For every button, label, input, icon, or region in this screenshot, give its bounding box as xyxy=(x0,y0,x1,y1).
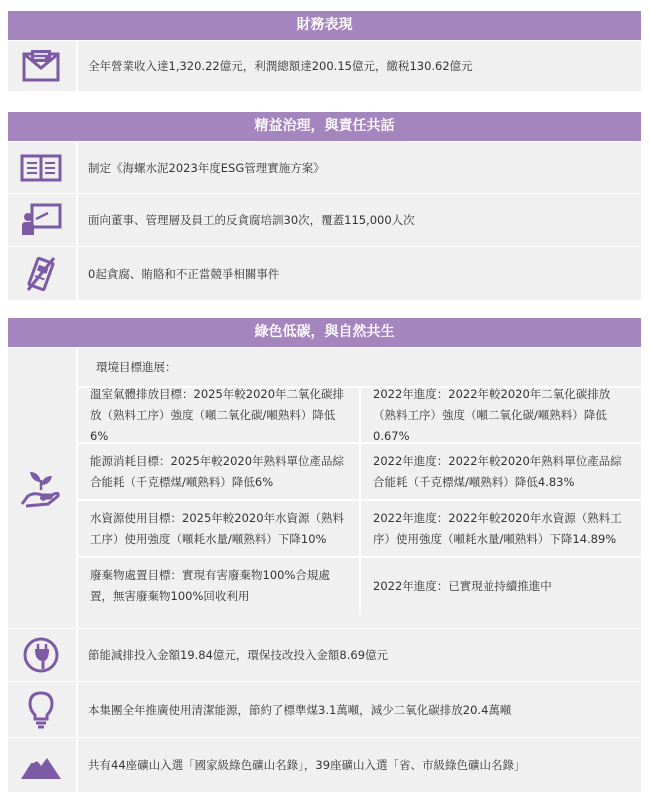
no-bribery-icon xyxy=(8,247,74,300)
governance-text-2: 面向董事、管理層及員工的反貪腐培訓30次，覆蓋115,000人次 xyxy=(76,194,641,246)
table-row xyxy=(78,499,641,556)
green-text-3: 共有44座礦山入選「國家級綠色礦山名錄」，39座礦山入選「省、市級綠色礦山名錄」 xyxy=(76,738,641,792)
progress-cell: 2022年進度：2022年較2020年熟料單位產品綜合能耗（千克標煤/噸熟料）降低4.83% xyxy=(359,444,641,499)
open-book-icon xyxy=(8,142,74,193)
environment-goals-block xyxy=(8,348,641,628)
table-row xyxy=(78,442,641,499)
green-text-2: 本集團全年推廣使用清潔能源，節約了標準煤3.1萬噸，減少二氧化碳排放20.4萬噸 xyxy=(76,682,641,737)
energy-plug-icon xyxy=(8,629,74,681)
green-text-1: 節能減排投入金額19.84億元，環保技改投入金額8.69億元 xyxy=(76,629,641,681)
list-item xyxy=(8,682,641,737)
goal-cell: 水資源使用目標：2025年較2020年水資源（熟料工序）使用強度（噸耗水量/噸熟料）下降10% xyxy=(90,510,345,546)
list-item xyxy=(8,194,641,246)
goal-cell: 廢棄物處置目標：實現有害廢棄物100%合規處置，無害廢棄物100%回收利用 xyxy=(90,568,330,603)
progress-cell: 2022年進度：已實現並持續推進中 xyxy=(359,558,641,614)
green-header: 綠色低碳，與自然共生 xyxy=(8,318,641,347)
governance-text-3: 0起貪腐、賄賂和不正當競爭相關事件 xyxy=(76,247,641,300)
list-item xyxy=(8,738,641,792)
finance-header: 財務表現 xyxy=(8,11,641,40)
goal-cell: 能源消耗目標：2025年較2020年熟料單位產品綜合能耗（千克標煤/噸熟料）降低6% xyxy=(90,453,345,489)
table-row xyxy=(78,556,641,614)
envelope-icon xyxy=(8,41,74,91)
list-item xyxy=(8,41,641,91)
green-section xyxy=(8,318,641,792)
list-item xyxy=(8,142,641,193)
presentation-icon xyxy=(8,194,74,246)
progress-cell: 2022年進度：2022年較2020年二氧化碳排放（熟料工序）強度（噸二氧化碳/噸熟料）降低0.67% xyxy=(359,388,641,442)
environment-goals-table xyxy=(76,348,641,628)
list-item xyxy=(8,247,641,300)
finance-section xyxy=(8,11,641,91)
list-item xyxy=(8,629,641,681)
governance-header: 精益治理，與責任共話 xyxy=(8,112,641,141)
mountain-icon xyxy=(8,738,74,792)
governance-text-1: 制定《海螺水泥2023年度ESG管理實施方案》 xyxy=(76,142,641,193)
goal-cell: 溫室氣體排放目標：2025年較2020年二氧化碳排放（熟料工序）強度（噸二氧化碳/噸熟料）降低6% xyxy=(90,386,345,443)
environment-goals-title: 環境目標進展： xyxy=(96,360,177,374)
governance-section xyxy=(8,112,641,300)
lightbulb-icon xyxy=(8,682,74,737)
hand-plant-icon xyxy=(8,348,74,628)
progress-cell: 2022年進度：2022年較2020年水資源（熟料工序）使用強度（噸耗水量/噸熟料）下降14.89% xyxy=(359,501,641,556)
table-row xyxy=(78,386,641,442)
finance-text: 全年營業收入達1,320.22億元，利潤總額達200.15億元，繳税130.62億元 xyxy=(76,41,641,91)
